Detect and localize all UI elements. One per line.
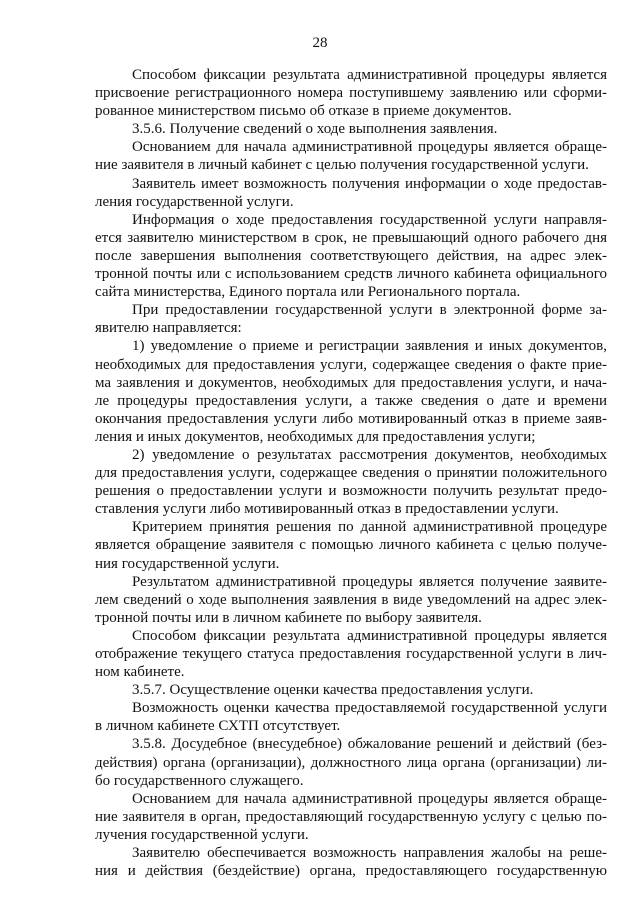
text-line: для предоставления услуги, содержащее сведения о принятии положительного xyxy=(95,465,607,482)
text-line: Способом фиксации результата административной процедуры является xyxy=(132,627,607,644)
text-line: отображение текущего статуса предоставления государственной услуги в лич- xyxy=(95,646,607,662)
text-line: присвоение регистрационного номера поступившему заявлению или сформи- xyxy=(95,85,607,102)
text-line: Результатом административной процедуры является получение заявите- xyxy=(132,573,607,590)
text-line: тронной почты или в личном кабинете по выбору заявителя. xyxy=(95,609,482,626)
text-line: 1) уведомление о приеме и регистрации заявления и иных документов, xyxy=(132,338,607,355)
text-line: Информация о ходе предоставления государственной услуги направля- xyxy=(132,211,607,228)
paragraph xyxy=(95,790,607,844)
text-line: ления государственной услуги. xyxy=(95,193,294,210)
text-line: 3.5.7. Осуществление оценки качества предоставления услуги. xyxy=(132,682,534,699)
text-line: тронной почты или с использованием средств личного кабинета официального xyxy=(95,266,607,283)
text-line: Возможность оценки качества предоставляемой государственной услуги xyxy=(132,700,607,717)
text-line: 3.5.6. Получение сведений о ходе выполнения заявления. xyxy=(132,121,498,138)
text-line: 3.5.8. Досудебное (внесудебное) обжалование решений и действий (без- xyxy=(132,736,607,753)
text-line: ния и действия (бездействие) органа, предоставляющего государственную xyxy=(95,863,607,880)
paragraph xyxy=(95,175,607,211)
text-line: бо государственного служащего. xyxy=(95,772,304,789)
text-line: решения о предоставлении услуги и возможности получить результат предо- xyxy=(95,483,607,500)
paragraph xyxy=(95,138,607,174)
paragraph xyxy=(95,337,607,446)
paragraph xyxy=(95,699,607,735)
text-line: лем сведений о ходе выполнения заявления в виде уведомлений на адрес элек- xyxy=(95,591,607,608)
text-line: необходимых для предоставления услуги, содержащее сведения о факте прие- xyxy=(95,356,607,373)
text-line: ном кабинете. xyxy=(95,664,185,681)
text-line: ния государственной услуги. xyxy=(95,555,280,572)
paragraph xyxy=(95,120,607,138)
text-line: Основанием для начала административной процедуры является обраще- xyxy=(132,139,607,156)
text-line: Заявителю обеспечивается возможность направления жалобы на реше- xyxy=(132,845,607,862)
text-line: Критерием принятия решения по данной административной процедуре xyxy=(132,519,607,536)
text-line: ма заявления и документов, необходимых для предоставления услуги, и нача- xyxy=(95,374,607,391)
text-line: ется заявителю министерством в срок, не превышающий одного рабочего дня xyxy=(95,229,607,246)
text-line: ставления услуги либо мотивированный отказ в предоставлении услуги. xyxy=(95,501,559,518)
paragraph xyxy=(95,573,607,627)
paragraph xyxy=(95,681,607,699)
text-line: Основанием для начала административной процедуры является обраще- xyxy=(132,790,607,807)
text-line: в личном кабинете СХТП отсутствует. xyxy=(95,718,341,735)
text-line: Заявитель имеет возможность получения информации о ходе предостав- xyxy=(132,175,607,192)
paragraph xyxy=(95,211,607,301)
paragraph xyxy=(95,446,607,518)
text-line: действия) органа (организации), должностного лица органа (организации) ли- xyxy=(95,754,607,771)
text-line: ние заявителя в личный кабинет с целью получения государственной услуги. xyxy=(95,157,589,174)
paragraph xyxy=(95,301,607,337)
text-line: 2) уведомление о результатах рассмотрения документов, необходимых xyxy=(132,446,607,463)
paragraph xyxy=(95,735,607,789)
paragraph xyxy=(95,627,607,681)
paragraph xyxy=(95,518,607,572)
text-line: Способом фиксации результата административной процедуры является xyxy=(132,67,607,83)
text-line: окончания предоставления услуги либо мотивированный отказ в приеме заяв- xyxy=(95,410,607,427)
text-line: сайта министерства, Единого портала или Регионального портала. xyxy=(95,284,521,301)
text-line: лучения государственной услуги. xyxy=(95,826,309,843)
page-number: 28 xyxy=(312,35,328,51)
paragraph xyxy=(95,66,607,120)
paragraph xyxy=(95,844,607,880)
text-line: после завершения выполнения соответствующего действия, на адрес элек- xyxy=(95,247,607,264)
document-body xyxy=(95,66,607,880)
text-line: явителю направляется: xyxy=(95,320,242,337)
text-line: является обращение заявителя с помощью личного кабинета с целью получе- xyxy=(95,537,607,554)
text-line: ние заявителя в орган, предоставляющий государственную услугу с целью по- xyxy=(95,808,607,825)
text-line: рованное министерством письмо об отказе в приеме документов. xyxy=(95,103,512,120)
text-line: ления и иных документов, необходимых для предоставления услуги; xyxy=(95,428,536,445)
text-line: При предоставлении государственной услуги в электронной форме за- xyxy=(132,302,607,319)
text-line: ле процедуры предоставления услуги, а также сведения о дате и времени xyxy=(95,392,607,409)
